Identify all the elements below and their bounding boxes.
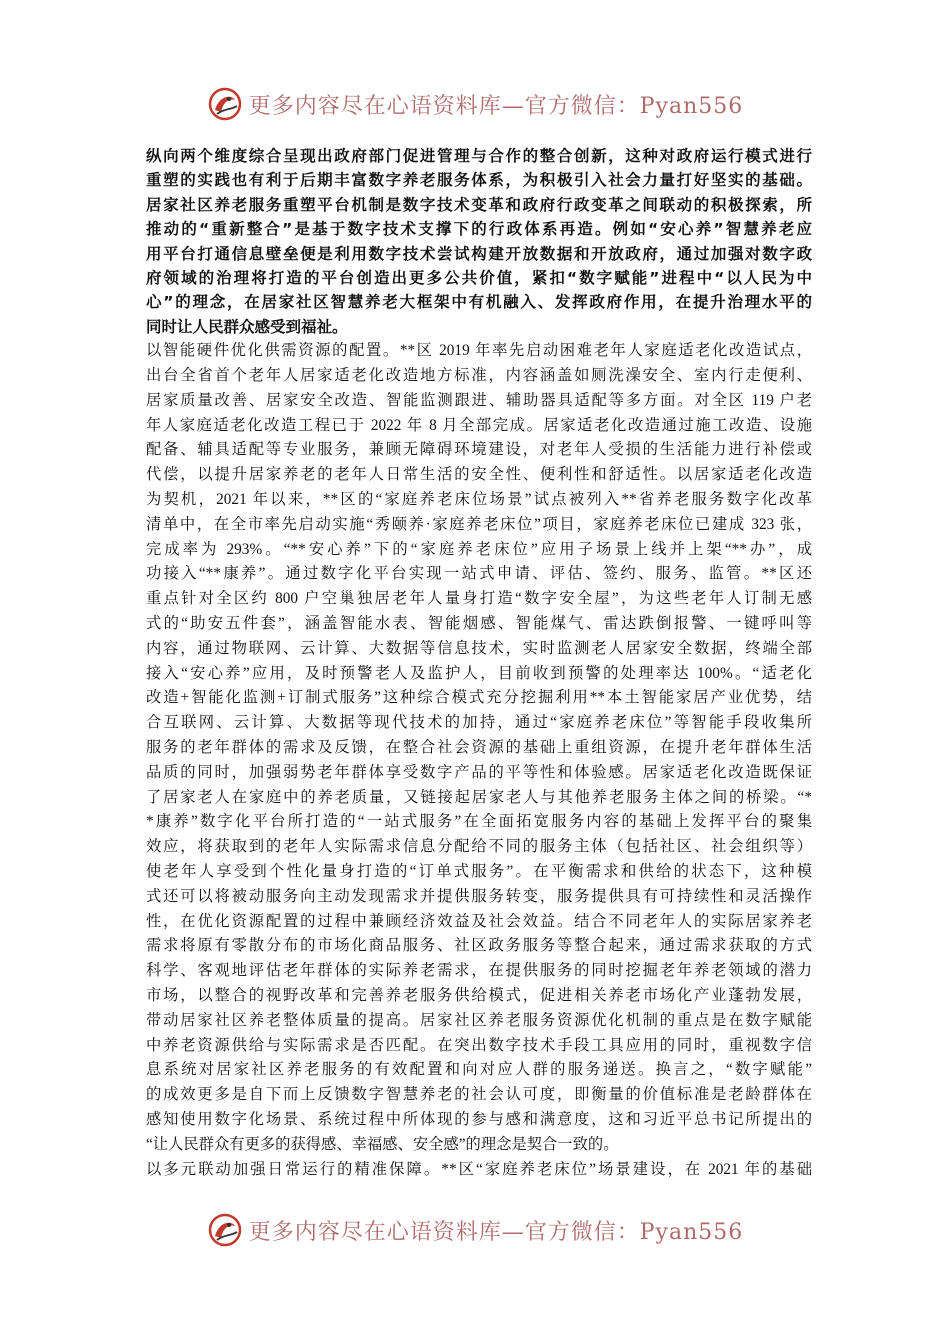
text-line: 心”的理念，在居家社区智慧养老大框架中有机融入、发挥政府作用，在提升治理水平的 <box>146 293 812 312</box>
text-line: 了居家老人在家庭中的养老质量，又链接起居家老人与其他养老服务主体之间的桥梁。“* <box>146 788 812 806</box>
text-line: 完成率为 293%。“**安心养”下的“家庭养老床位”应用子场景上线并上架“**办”，成 <box>146 540 812 558</box>
text-line: 居家质量改善、居家安全改造、智能监测跟进、辅助器具适配等多方面。对全区 119 户老 <box>146 391 812 409</box>
text-line: 品质的同时，加强弱势老年群体享受数字产品的平等性和体验感。居家适老化改造既保证 <box>146 763 812 781</box>
text-line: 出台全省首个老年人居家适老化改造地方标准，内容涵盖如厕洗澡安全、室内行走便利、 <box>146 367 812 385</box>
text-line: 感知使用数字化场景、系统过程中所体现的参与感和满意度，这和习近平总书记所提出的 <box>146 1110 812 1128</box>
text-line: 为契机，2021 年以来，**区的“家庭养老床位场景”试点被列入**省养老服务数字化改革 <box>146 491 812 509</box>
text-line: 式还可以将被动服务向主动发现需求并提供服务转变，服务提供具有可持续性和灵活操作 <box>146 887 812 905</box>
text-line: *康养”数字化平台所打造的“一站式服务”在全面拓宽服务内容的基础上发挥平台的聚集 <box>146 813 812 831</box>
text-line: 科学、客观地评估老年群体的实际养老需求，在提供服务的同时挖掘老年养老领域的潜力 <box>146 962 812 980</box>
text-line: 内容，通过物联网、云计算、大数据等信息技术，实时监测老人居家安全数据，终端全部 <box>146 639 812 657</box>
text-line: 代偿，以提升居家养老的老年人日常生活的安全性、便利性和舒适性。以居家适老化改造 <box>146 466 812 484</box>
text-line: 改造+智能化监测+订制式服务”这种综合模式充分挖掘利用**本土智能家居产业优势，结 <box>146 689 812 707</box>
footer-watermark <box>0 1210 950 1250</box>
text-line: 使老年人享受到个性化量身打造的“订单式服务”。在平衡需求和供给的状态下，这种模 <box>146 862 812 880</box>
text-line: 重塑的实践也有利于后期丰富数字养老服务体系，为积极引入社会力量打好坚实的基础。 <box>146 171 812 190</box>
text-line: 的成效更多是自下而上反馈数字智慧养老的社会认可度，即衡量的价值标准是老龄群体在 <box>146 1086 812 1104</box>
text-line: 式的“助安五件套”，涵盖智能水表、智能烟感、智能煤气、雷达跌倒报警、一键呼叫等 <box>146 615 812 633</box>
paragraph-smart-hardware <box>146 339 812 1157</box>
text-line: 重点针对全区约 800 户空巢独居老年人量身打造“数字安全屋”，为这些老年人订制无感 <box>146 590 812 608</box>
text-line: 需求将原有零散分布的市场化商品服务、社区政务服务等整合起来，通过需求获取的方式 <box>146 937 812 955</box>
text-line: 中养老资源供给与实际需求是否匹配。在突出数字技术手段工具应用的同时，重视数字信 <box>146 1036 812 1054</box>
text-line: 息系统对居家社区养老服务的有效配置和向对应人群的服务递送。换言之，“数字赋能” <box>146 1061 812 1079</box>
text-line: 以智能硬件优化供需资源的配置。**区 2019 年率先启动困难老年人家庭适老化改造试点， <box>146 342 812 360</box>
text-line: 接入“安心养”应用，及时预警老人及监护人，目前收到预警的处理率达 100%。“适老化 <box>146 664 812 682</box>
paragraph-multi-linkage <box>146 1158 812 1183</box>
text-line: 服务的老年群体的需求及反馈，在整合社会资源的基础上重组资源，在提升老年群体生活 <box>146 739 812 756</box>
text-line: 配备、辅具适配等专业服务，兼顾无障碍环境建设，对老年人受损的生活能力进行补偿或 <box>146 441 812 459</box>
text-line: 清单中，在全市率先启动实施“秀颐养·家庭养老床位”项目，家庭养老床位已建成 323 张， <box>146 515 812 533</box>
text-line: 以多元联动加强日常运行的精准保障。**区“家庭养老床位”场景建设，在 2021 年的基础 <box>146 1160 812 1178</box>
swirl-logo-icon <box>207 1212 243 1248</box>
footer-watermark-text: 更多内容尽在心语资料库—官方微信：Pyan556 <box>248 1219 744 1245</box>
document-body <box>146 144 812 1182</box>
text-line: “让人民群众有更多的获得感、幸福感、安全感”的理念是契合一致的。 <box>146 1135 619 1153</box>
text-line: 功接入“**康养”。通过数字化平台实现一站式申请、评估、签约、服务、监管。**区还 <box>146 565 812 583</box>
header-watermark-text: 更多内容尽在心语资料库—官方微信：Pyan556 <box>248 93 744 119</box>
text-line: 年人家庭适老化改造工程已于 2022 年 8 月全部完成。居家适老化改造通过施工改造、设施 <box>146 416 812 434</box>
text-line: 效应，将获取到的老年人实际需求信息分配给不同的服务主体（包括社区、社会组织等） <box>146 838 812 856</box>
paragraph-digital-governance <box>146 144 812 339</box>
text-line: 带动居家社区养老整体质量的提高。居家社区养老服务资源优化机制的重点是在数字赋能 <box>146 1011 812 1029</box>
text-line: 合互联网、云计算、大数据等现代技术的加持，通过“家庭养老床位”等智能手段收集所 <box>146 714 812 732</box>
swirl-logo-icon <box>207 86 243 122</box>
text-line: 用平台打通信息壁垒便是利用数字技术尝试构建开放数据和开放政府，通过加强对数字政 <box>146 244 812 263</box>
text-line: 纵向两个维度综合呈现出政府部门促进管理与合作的整合创新，这种对政府运行模式进行 <box>146 147 812 165</box>
text-line: 市场，以整合的视野改革和完善养老服务供给模式，促进相关养老市场化产业蓬勃发展， <box>146 986 812 1004</box>
text-line: 居家社区养老服务重塑平台机制是数字技术变革和政府行政变革之间联动的积极探索，所 <box>146 195 812 214</box>
text-line: 同时让人民群众感受到福祉。 <box>146 317 348 336</box>
text-line: 府领域的治理将打造的平台创造出更多公共价值，紧扣“数字赋能”进程中“以人民为中 <box>146 269 812 288</box>
header-watermark <box>0 84 950 124</box>
text-line: 推动的“重新整合”是基于数字技术支撑下的行政体系再造。例如“安心养”智慧养老应 <box>146 220 812 239</box>
text-line: 性，在优化资源配置的过程中兼顾经济效益及社会效益。结合不同老年人的实际居家养老 <box>146 912 812 930</box>
